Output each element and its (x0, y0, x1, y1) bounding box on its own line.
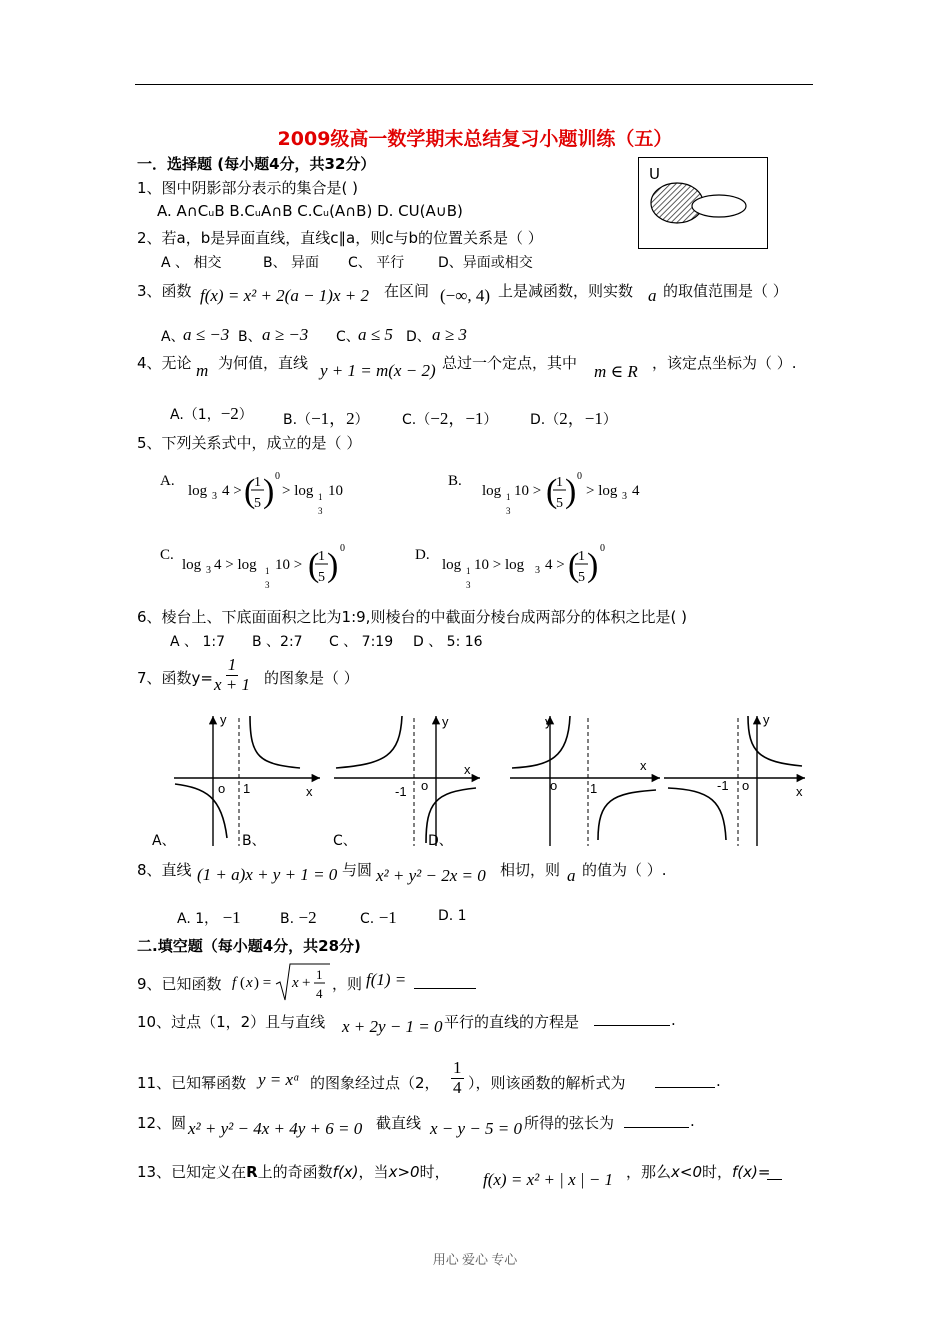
svg-text:1: 1 (318, 492, 323, 502)
question-7-prefix: 7、函数y= (137, 669, 213, 687)
svg-text:(: ( (546, 473, 558, 510)
q13-function: f(x) = x² + | x | − 1 (483, 1170, 614, 1189)
q11-denominator: 4 (453, 1077, 462, 1097)
q2-option-d: D、异面或相交 (438, 255, 533, 271)
question-13 (137, 1161, 450, 1182)
q13-fx: f(x) (332, 1163, 359, 1181)
q12-answer-blank[interactable] (624, 1110, 689, 1128)
svg-text:x: x (306, 784, 313, 799)
q7-label-b: B、 (242, 833, 266, 849)
q4-mid1: 为何值，直线 (218, 354, 309, 372)
q10-period: . (671, 1011, 676, 1029)
svg-text:1: 1 (590, 781, 598, 796)
svg-text:3: 3 (466, 580, 471, 590)
q7-label-c: C、 (333, 833, 357, 849)
q7-numerator: 1 (227, 655, 237, 674)
question-11-prefix: 11、已知幂函数 (137, 1074, 247, 1092)
q10-post: 平行的直线的方程是 (444, 1013, 580, 1031)
svg-text:10 > log: 10 > log (474, 557, 525, 573)
svg-text:(: ( (568, 547, 580, 584)
q3-option-a-label: A、 (161, 329, 185, 345)
svg-text:5: 5 (318, 570, 325, 585)
svg-text:o: o (218, 781, 226, 796)
q4-mid2: 总过一个定点，其中 (442, 354, 578, 372)
q2-option-c: C、 平行 (348, 255, 405, 271)
svg-text:10 >: 10 > (275, 557, 303, 573)
q3-option-b: a ≥ −3 (262, 325, 309, 344)
svg-text:y: y (442, 714, 449, 729)
svg-text:C.: C. (160, 547, 174, 563)
question-8-prefix: 8、直线 (137, 861, 192, 879)
question-4-prefix: 4、无论 (137, 354, 192, 372)
q12-mid: 截直线 (376, 1114, 422, 1132)
q3-var: a (648, 286, 657, 305)
svg-text:(: ( (240, 975, 245, 991)
q8-option-b: B. −2 (280, 908, 317, 927)
q7-denominator: x + 1 (214, 674, 251, 694)
svg-text:(: ( (244, 473, 256, 510)
question-2: 2、若a，b是异面直线，直线c∥a，则c与b的位置关系是（ ） (137, 229, 543, 247)
q13-end: f(x)= (732, 1163, 771, 1181)
question-7-post: 的图象是（ ） (264, 669, 359, 687)
q3-function: f(x) = x² + 2(a − 1)x + 2 (200, 286, 369, 305)
svg-text:): ) (263, 473, 275, 510)
svg-text:log: log (188, 483, 208, 499)
q10-line: x + 2y − 1 = 0 (342, 1017, 443, 1036)
q13-R: R (246, 1163, 258, 1181)
svg-text:x: x (640, 758, 647, 773)
svg-text:1: 1 (506, 492, 511, 502)
q3-option-c-label: C、 (336, 329, 360, 345)
q8-line: (1 + a)x + y + 1 = 0 (197, 865, 338, 884)
svg-text:1: 1 (243, 781, 251, 796)
q3-option-b-label: B、 (238, 329, 262, 345)
svg-text:): ) (587, 547, 599, 584)
q9-post: ，则 (332, 975, 363, 993)
q9-formula (232, 960, 332, 1004)
q7-fraction (214, 656, 250, 694)
q12-circle: x² + y² − 4x + 4y + 6 = 0 (188, 1119, 363, 1138)
svg-text:): ) (327, 547, 339, 584)
venn-label-u: U (649, 165, 660, 183)
q4-m: m (196, 361, 209, 380)
q11-numerator: 1 (453, 1058, 462, 1077)
q8-option-a: A. 1， −1 (177, 908, 241, 927)
q3-end: 的取值范围是（ ） (663, 282, 788, 300)
svg-text:0: 0 (600, 543, 605, 554)
question-10-prefix: 10、过点（1，2）且与直线 (137, 1013, 326, 1031)
q3-option-a: a ≤ −3 (183, 325, 230, 344)
question-9-prefix: 9、已知函数 (137, 975, 222, 993)
q13-answer-blank[interactable] (767, 1163, 782, 1180)
q3-option-d: a ≥ 3 (432, 325, 467, 344)
svg-text:3: 3 (506, 506, 511, 516)
svg-text:1: 1 (265, 566, 270, 576)
svg-text:) =: ) = (254, 975, 272, 991)
svg-text:o: o (550, 778, 558, 793)
q4-option-b: B.（−1，2） (283, 409, 369, 428)
q13-cond: x>0 (388, 1163, 420, 1181)
question-1: 1、图中阴影部分表示的集合是( ) (137, 179, 359, 197)
q11-answer-blank[interactable] (655, 1070, 715, 1088)
q8-end: 的值为（ ）. (582, 861, 667, 879)
q13-mid2: ，当 (358, 1163, 389, 1181)
svg-text:(: ( (308, 547, 320, 584)
q8-var: a (567, 866, 576, 885)
svg-text:10 >: 10 > (514, 483, 542, 499)
svg-text:3: 3 (318, 506, 323, 516)
svg-text:-1: -1 (717, 778, 729, 793)
q12-post: 所得的弦长为 (524, 1114, 615, 1132)
svg-text:> log: > log (586, 483, 618, 499)
svg-text:o: o (421, 778, 429, 793)
svg-text:5: 5 (254, 496, 261, 511)
q12-period: . (690, 1112, 695, 1130)
q3-post: 上是减函数，则实数 (498, 282, 634, 300)
svg-text:5: 5 (556, 496, 563, 511)
svg-text:0: 0 (577, 471, 582, 482)
svg-text:B.: B. (448, 473, 462, 489)
svg-text:1: 1 (318, 549, 325, 564)
svg-text:1: 1 (466, 566, 471, 576)
q6-option-c: C 、 7:19 (329, 634, 394, 650)
svg-text:0: 0 (340, 543, 345, 554)
question-5: 5、下列关系式中，成立的是（ ） (137, 434, 362, 452)
svg-text:y: y (220, 712, 227, 727)
svg-text:5: 5 (578, 570, 585, 585)
q8-option-c: C. −1 (360, 908, 397, 927)
svg-text:o: o (742, 778, 750, 793)
q8-option-d: D. 1 (438, 908, 467, 924)
q7-label-d: D、 (428, 833, 453, 849)
svg-text:log: log (182, 557, 202, 573)
q5-options-formulas (150, 462, 670, 592)
q11-period: . (716, 1072, 721, 1090)
svg-text:> log: > log (282, 483, 314, 499)
venn-shapes (639, 158, 767, 248)
svg-text:3: 3 (535, 565, 540, 576)
svg-text:4 >: 4 > (222, 483, 242, 499)
svg-text:10: 10 (328, 483, 343, 499)
q2-option-b: B、 异面 (263, 255, 320, 271)
question-1-options: A. A∩CᵤB B.CᵤA∩B C.Cᵤ(A∩B) D. CU(A∪B) (157, 202, 463, 220)
svg-text:D.: D. (415, 547, 430, 563)
question-6: 6、棱台上、下底面面积之比为1:9,则棱台的中截面分棱台成两部分的体积之比是( ) (137, 608, 687, 626)
q6-option-b: B 、2:7 (252, 634, 303, 650)
q2-option-a: A 、 相交 (161, 255, 222, 271)
q4-end: ，该定点坐标为（ ）. (652, 354, 797, 372)
svg-text:y: y (545, 714, 552, 729)
q3-option-c: a ≤ 5 (358, 325, 393, 344)
q4-option-c: C.（−2，−1） (402, 409, 498, 428)
q11-mid: 的图象经过点（2， (310, 1074, 440, 1092)
q12-line: x − y − 5 = 0 (430, 1119, 523, 1138)
svg-text:4 > log: 4 > log (214, 557, 257, 573)
svg-text:x: x (246, 975, 253, 991)
svg-text:4: 4 (316, 986, 323, 1001)
q7-label-a: A、 (152, 833, 176, 849)
svg-text:x: x (796, 784, 803, 799)
svg-text:x: x (292, 975, 299, 991)
q9-answer-blank[interactable] (414, 968, 476, 989)
svg-text:+: + (302, 975, 311, 991)
svg-text:): ) (565, 473, 577, 510)
q6-option-d: D 、 5: 16 (413, 634, 483, 650)
svg-text:3: 3 (212, 491, 217, 502)
q13-mid3: 时， (419, 1163, 450, 1181)
q13-mid: 上的奇函数 (257, 1163, 333, 1181)
svg-text:A.: A. (160, 473, 175, 489)
svg-text:0: 0 (275, 471, 280, 482)
q13-prefix: 13、已知定义在 (137, 1163, 247, 1181)
q13-mid4: ，那么 (626, 1163, 672, 1181)
q4-option-a: A.（1，−2） (170, 404, 253, 423)
q13-cond2: x<0 (671, 1163, 703, 1181)
svg-text:4: 4 (632, 483, 640, 499)
svg-text:log: log (442, 557, 462, 573)
page-footer: 用心 爱心 专心 (432, 1252, 518, 1267)
q11-post: ），则该函数的解析式为 (468, 1074, 626, 1092)
q8-circle: x² + y² − 2x = 0 (376, 866, 486, 885)
section-fill-heading: 二.填空题（每小题4分，共28分) (137, 937, 361, 955)
q8-mid: 与圆 (342, 861, 373, 879)
svg-text:1: 1 (578, 549, 585, 564)
q4-option-d: D.（2，−1） (530, 409, 617, 428)
question-3-prefix: 3、函数 (137, 282, 192, 300)
q13-mid5: 时， (702, 1163, 733, 1181)
q4-cond: m ∈ R (594, 362, 638, 381)
svg-text:-1: -1 (395, 784, 407, 799)
q13-tail (626, 1161, 770, 1182)
svg-text:1: 1 (316, 967, 323, 982)
svg-text:x: x (464, 762, 471, 777)
q7-graphs (150, 708, 810, 850)
q10-answer-blank[interactable] (594, 1008, 670, 1026)
svg-text:3: 3 (622, 491, 627, 502)
venn-diagram (638, 157, 768, 249)
question-12-prefix: 12、圆 (137, 1114, 187, 1132)
q8-post: 相切，则 (500, 861, 561, 879)
q11-fraction (451, 1059, 464, 1097)
svg-text:1: 1 (556, 475, 563, 490)
section-choice-heading: 一．选择题 (每小题4分，共32分） (137, 155, 376, 173)
svg-text:f: f (232, 975, 237, 991)
svg-text:4 >: 4 > (545, 557, 565, 573)
svg-text:3: 3 (206, 565, 211, 576)
svg-text:log: log (482, 483, 502, 499)
q6-option-a: A 、 1:7 (170, 634, 226, 650)
page-title: 2009级高一数学期末总结复习小题训练（五） (277, 128, 673, 150)
q4-line: y + 1 = m(x − 2) (320, 361, 436, 380)
q3-option-d-label: D、 (406, 329, 431, 345)
q3-mid: 在区间 (384, 282, 430, 300)
header-rule (135, 84, 813, 85)
svg-text:3: 3 (265, 580, 270, 590)
q11-function: y = xᵅ (258, 1070, 300, 1089)
svg-text:y: y (763, 712, 770, 727)
svg-text:1: 1 (254, 475, 261, 490)
q9-f1: f(1) = (366, 970, 407, 989)
q3-interval: (−∞, 4) (440, 286, 491, 305)
